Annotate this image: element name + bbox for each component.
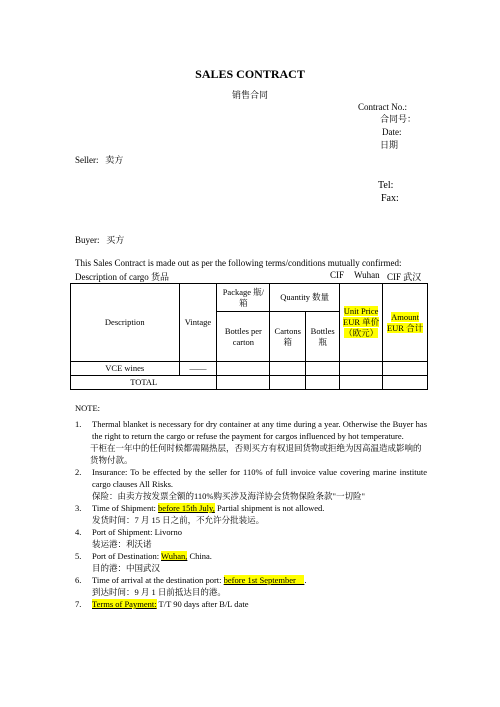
col-unit-price: Unit Price EUR 单价（欧元） — [340, 284, 383, 362]
col-vintage: Vintage — [179, 284, 217, 362]
note-item-3: 3. Time of Shipment: before 15th July, Partial shipment is not allowed. 发货时间：7 月 15 日之前，不允许分批装运。 — [75, 502, 427, 526]
note-1-cn: 干柜在一年中的任何时候都需隔热层，否则买方有权退回货物或拒绝为因高温造成影响的货物付款。 — [90, 443, 422, 465]
seller-label: Seller: — [75, 155, 99, 165]
cargo-description-label: Description of cargo 货品 — [75, 272, 170, 282]
note-item-6: 6. Time of arrival at the destination port: before 1st September . 到达时间：9 月 1 日前抵达目的港。 — [75, 574, 427, 598]
note-3-cn: 发货时间：7 月 15 日之前，不允许分批装运。 — [92, 515, 265, 525]
row-item-bottles — [306, 362, 340, 376]
note-item-5: 5. Port of Destination: Wuhan, China. 目的港：中国武汉 — [75, 550, 427, 574]
contract-intro: This Sales Contract is made out as per the following terms/conditions mutually confirmed: — [75, 258, 402, 268]
col-quantity: Quantity 数量 — [270, 284, 340, 312]
notes-heading: NOTE: — [75, 403, 101, 413]
note-item-1: 1. Thermal blanket is necessary for dry container at any time during a year. Otherwise the Buyer has the right to return the cargo or refuse the payment for cargos influenced by hot temperature. — [75, 419, 427, 441]
note-6-cn: 到达时间：9 月 1 日前抵达目的港。 — [92, 587, 226, 597]
notes-section — [75, 402, 427, 610]
note-4-en: Port of Shipment: Livorno — [92, 527, 182, 537]
cif-label: CIF — [330, 270, 345, 280]
row-item-vintage: —— — [179, 362, 217, 376]
goods-table — [70, 283, 428, 390]
sub-bottles: Bottles 瓶 — [306, 312, 340, 362]
note-item-4: 4. Port of Shipment: Livorno 装运港：利沃诺 — [75, 526, 427, 550]
seller-label-cn: 卖方 — [105, 155, 124, 165]
contract-no-label: Contract No.: — [358, 102, 407, 112]
date-label-cn: 日期 — [380, 140, 399, 150]
total-amount — [383, 376, 428, 390]
note-2-en: Insurance: To be effected by the seller for 110% of full invoice value covering marine institute cargo clauses All Risks. — [92, 467, 427, 489]
col-package: Package 瓶/箱 — [217, 284, 270, 312]
fax-label: Fax: — [381, 193, 399, 204]
col-amount: Amount EUR 合计 — [383, 284, 428, 362]
date-label: Date: — [382, 127, 402, 137]
total-unit-price — [340, 376, 383, 390]
row-item-unit-price — [340, 362, 383, 376]
seller-line — [75, 153, 123, 166]
row-item-cartons — [270, 362, 306, 376]
note-item-2: 2. Insurance: To be effected by the seller for 110% of full invoice value covering marine institute cargo clauses All Risks. 保险：由卖方按发票全额的110%购买涉及海洋协会货物保险条款"一切险" — [75, 467, 427, 501]
buyer-label: Buyer: — [75, 235, 100, 245]
page-title: SALES CONTRACT — [195, 67, 305, 81]
row-item-description: VCE wines — [71, 362, 180, 376]
sub-cartons: Cartons 箱 — [270, 312, 306, 362]
table-total-row — [71, 376, 428, 390]
note-3-en: Time of Shipment: before 15th July, Partial shipment is not allowed. — [92, 503, 325, 513]
sub-bottles-per-carton: Bottles per carton — [217, 312, 270, 362]
page-subtitle-cn: 销售合同 — [231, 90, 268, 100]
tel-label: Tel: — [378, 180, 394, 191]
destination-highlight: Wuhan, — [161, 551, 188, 561]
shipment-date-highlight: before 15th July, — [158, 503, 215, 513]
contract-no-label-cn: 合同号： — [380, 114, 417, 124]
note-1-en: Thermal blanket is necessary for dry container at any time during a year. Otherwise the Buyer has the right to return the cargo or refuse the payment for cargos influenced by hot temperature. — [92, 419, 427, 441]
note-6-en: Time of arrival at the destination port: before 1st September . — [92, 575, 307, 585]
arrival-date-highlight: before 1st September — [223, 575, 305, 585]
row-item-amount — [383, 362, 428, 376]
row-item-package — [217, 362, 270, 376]
note-item-7: 7. Terms of Payment: T/T 90 days after B/L date — [75, 598, 427, 610]
total-label: TOTAL — [71, 376, 217, 390]
buyer-line — [75, 233, 124, 246]
total-cartons — [270, 376, 306, 390]
table-row — [71, 362, 428, 376]
payment-terms-highlight: Terms of Payment: — [92, 599, 157, 609]
note-5-cn: 目的港：中国武汉 — [92, 563, 161, 573]
buyer-label-cn: 买方 — [106, 235, 125, 245]
total-bottles — [306, 376, 340, 390]
cif-city-cn: CIF 武汉 — [387, 272, 422, 282]
cif-city: Wuhan — [354, 270, 380, 280]
col-description: Description — [71, 284, 180, 362]
total-package — [217, 376, 270, 390]
note-5-en: Port of Destination: Wuhan, China. — [92, 551, 212, 561]
note-2-cn: 保险：由卖方按发票全额的110%购买涉及海洋协会货物保险条款"一切险" — [92, 491, 365, 501]
note-4-cn: 装运港：利沃诺 — [92, 539, 152, 549]
cargo-line — [75, 270, 427, 283]
note-7-en: Terms of Payment: T/T 90 days after B/L date — [92, 599, 249, 609]
